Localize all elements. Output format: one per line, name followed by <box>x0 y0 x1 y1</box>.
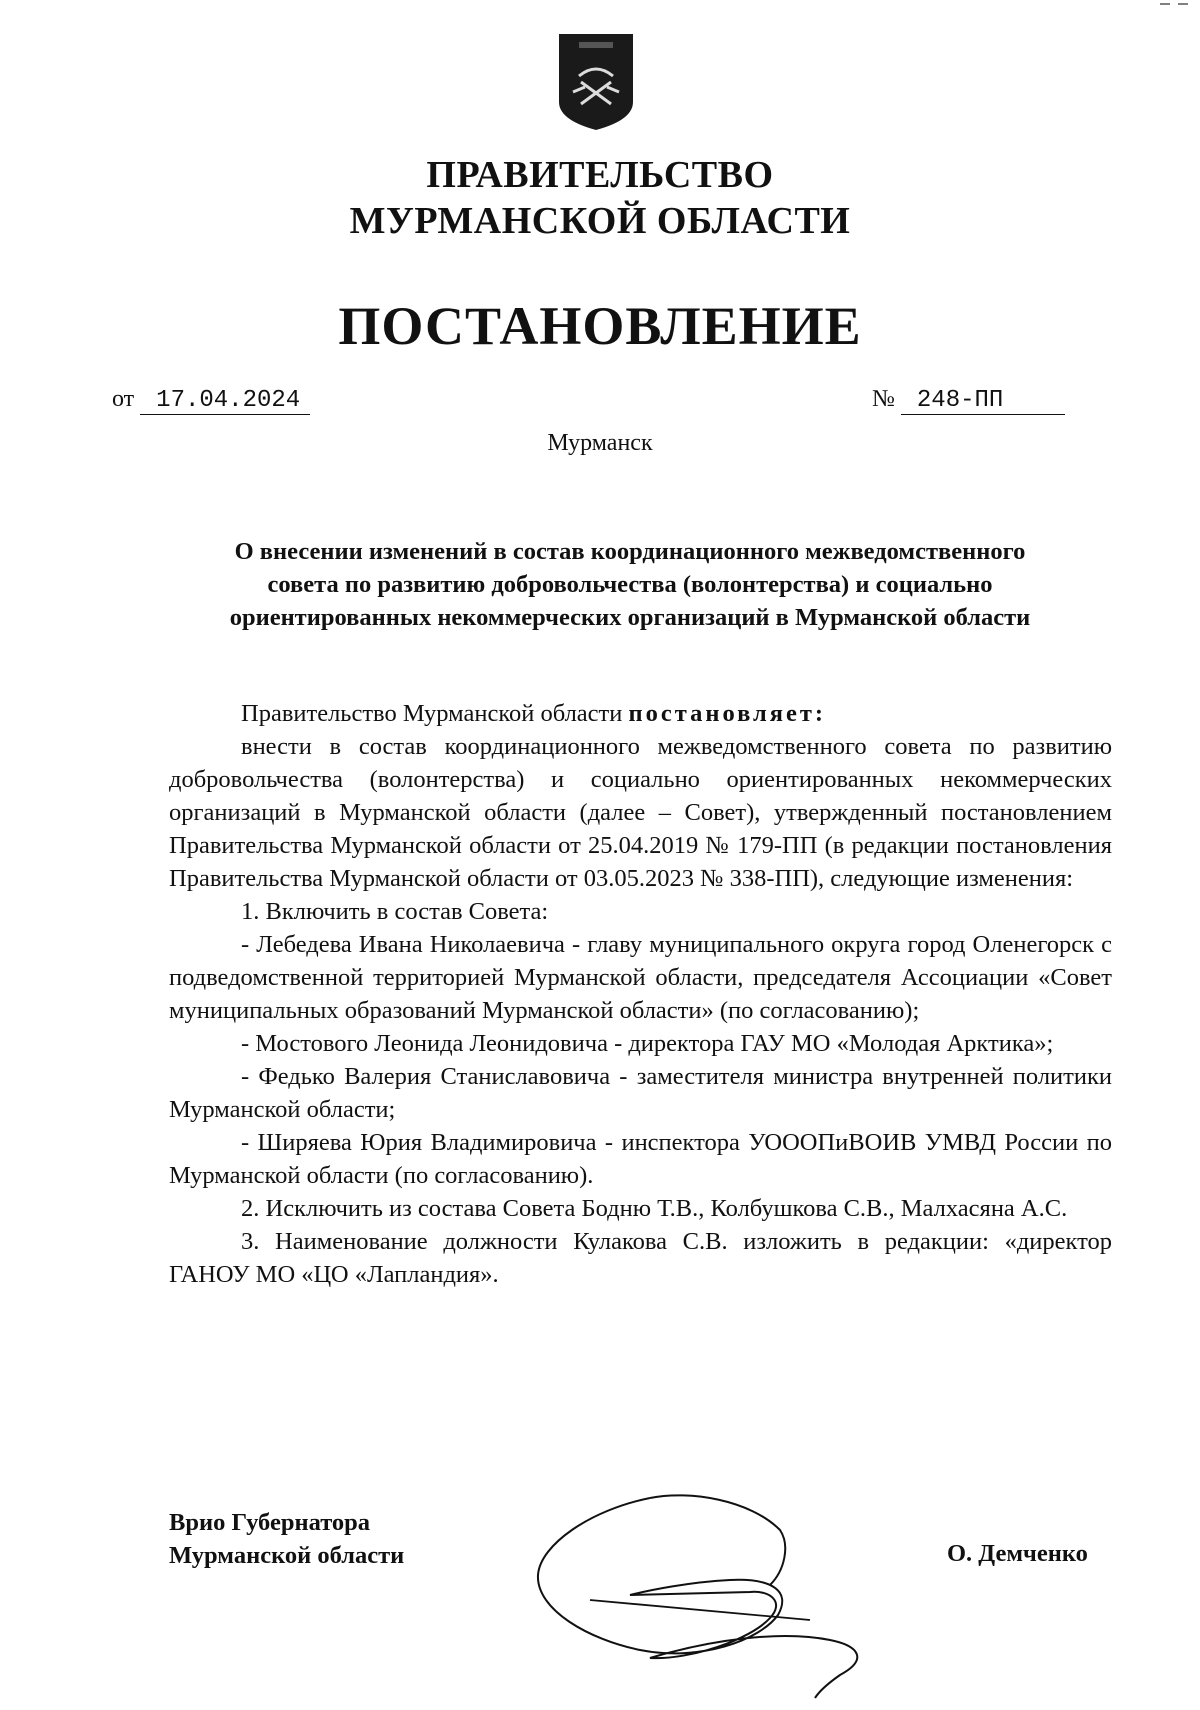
date-prefix: от <box>112 386 135 412</box>
subject-line: О внесении изменений в состав координационного межведомственного <box>234 538 1026 565</box>
paragraph: внести в состав координационного межведомственного совета по развитию добровольчества (волонтерства) и социально ориентированных некоммерческих организаций в Мурманской области (далее – Совет), утвержденный постановлением Правительства Мурманской области от 25.04.2019 № 179-ПП (в редакции постановления Правительства Мурманской области от 03.05.2023 № 338-ПП), следующие изменения: <box>169 733 1112 892</box>
date-value: 17.04.2024 <box>140 387 310 415</box>
number-row <box>872 386 1065 415</box>
list-item: 3. Наименование должности Кулакова С.В. изложить в редакции: «директор ГАНОУ МО «ЦО «Лапландия». <box>169 1228 1112 1288</box>
number-prefix: № <box>872 386 895 412</box>
date-row <box>112 386 310 415</box>
scan-mark <box>1160 0 1190 8</box>
document-type: ПОСТАНОВЛЕНИЕ <box>338 296 862 356</box>
list-item: 2. Исключить из состава Совета Бодню Т.В., Колбушкова С.В., Малхасяна А.С. <box>241 1195 1068 1222</box>
signatory-name: О. Демченко <box>947 1540 1088 1567</box>
list-item: - Мостового Леонида Леонидовича - директора ГАУ МО «Молодая Арктика»; <box>241 1030 1054 1057</box>
list-item: 1. Включить в состав Совета: <box>241 898 549 925</box>
document-subject <box>150 535 1110 634</box>
position-line: Мурманской области <box>169 1542 405 1569</box>
signatory-position <box>169 1506 404 1572</box>
subject-line: совета по развитию добровольчества (волонтерства) и социально <box>267 571 993 598</box>
list-item: - Лебедева Ивана Николаевича - главу муниципального округа город Оленегорск с подведомственной территорией Мурманской области, председателя Ассоциации «Совет муниципальных образований Мурманской области» (по согласованию); <box>169 931 1112 1024</box>
handwritten-signature-icon <box>530 1490 930 1700</box>
position-line: Врио Губернатора <box>169 1509 371 1536</box>
document-body <box>169 697 1112 1291</box>
subject-line: ориентированных некоммерческих организаций в Мурманской области <box>229 604 1031 631</box>
number-value: 248-ПП <box>901 387 1065 415</box>
list-item: - Ширяева Юрия Владимировича - инспектора УОООПиВОИВ УМВД России по Мурманской области (по согласованию). <box>169 1129 1112 1189</box>
preamble-text: Правительство Мурманской области <box>241 700 629 727</box>
government-title-line1: ПРАВИТЕЛЬСТВО <box>426 154 774 196</box>
preamble <box>169 697 1112 730</box>
preamble-verb: постановляет: <box>628 700 827 727</box>
government-title-line2: МУРМАНСКОЙ ОБЛАСТИ <box>349 200 851 242</box>
murmansk-coat-of-arms-icon <box>557 32 635 132</box>
list-item: - Федько Валерия Станиславовича - заместителя министра внутренней политики Мурманской области; <box>169 1063 1112 1123</box>
city: Мурманск <box>547 430 653 456</box>
